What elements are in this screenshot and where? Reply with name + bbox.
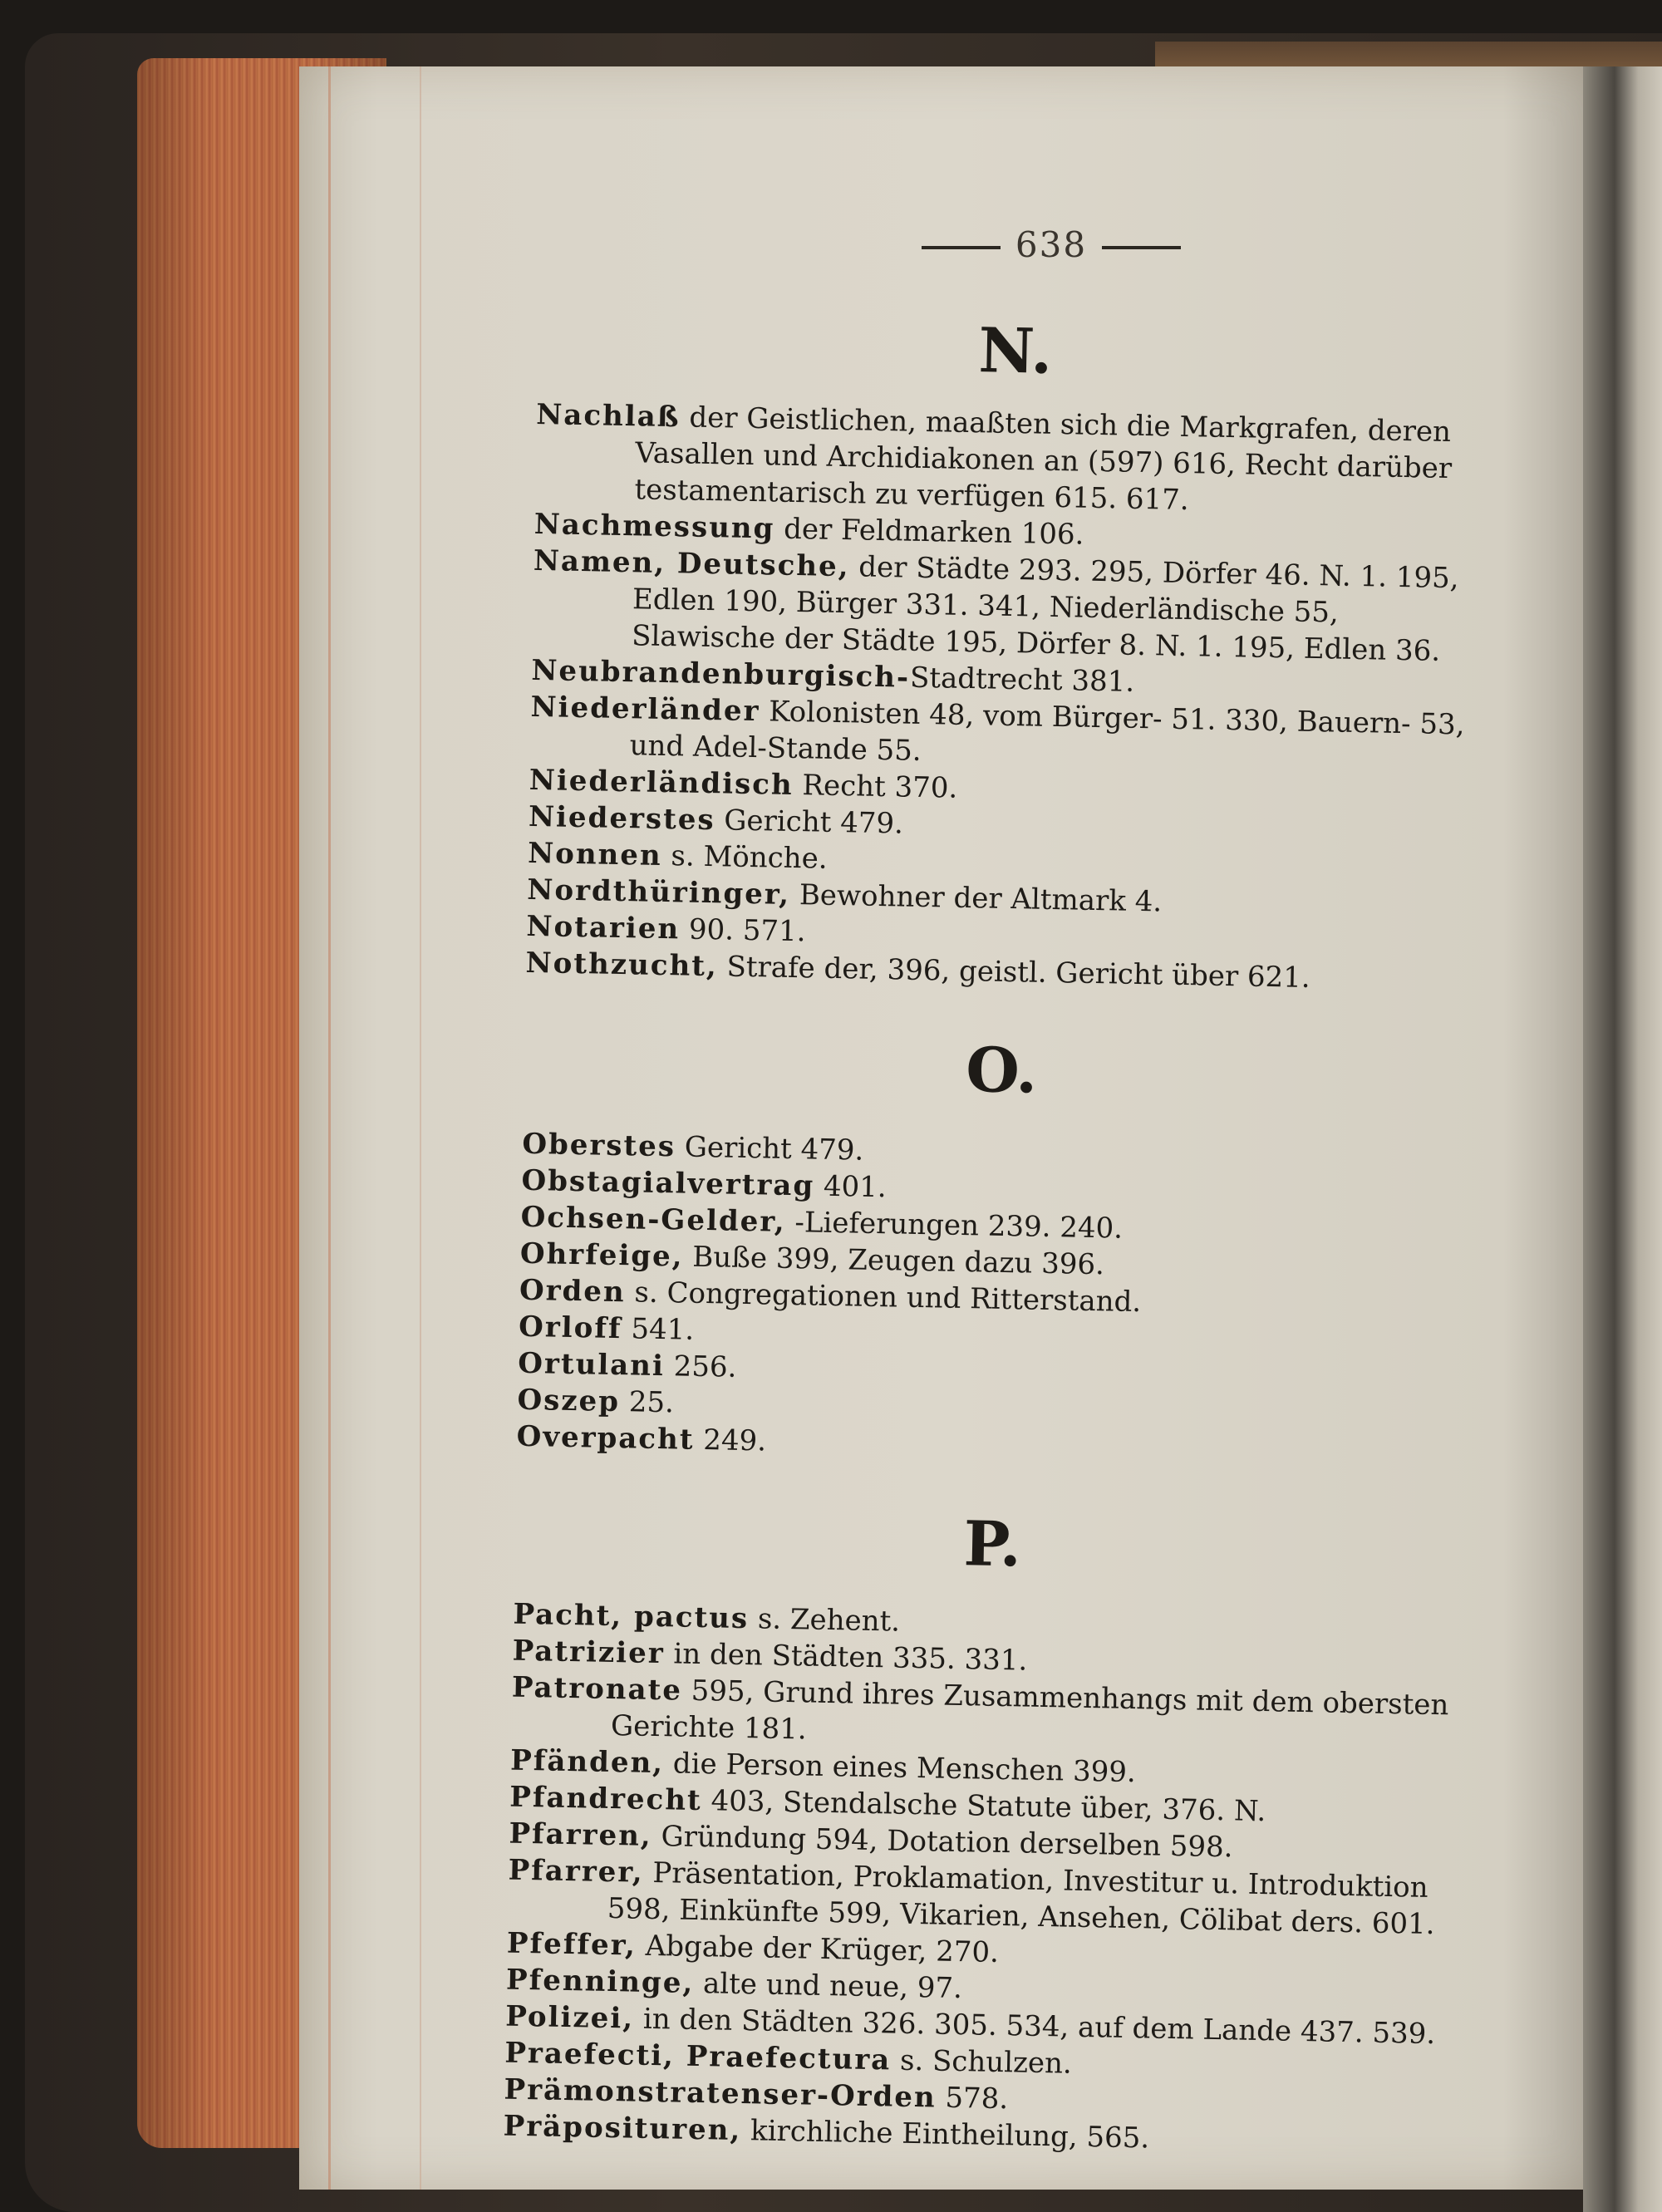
entry-keyword: Patronate bbox=[511, 1670, 683, 1708]
index-entry bbox=[534, 396, 1492, 524]
entry-keyword: Ohrfeige, bbox=[519, 1236, 684, 1274]
entry-keyword: Pfänden, bbox=[509, 1743, 665, 1781]
entry-text: Buße 399, Zeugen dazu 396. bbox=[683, 1240, 1105, 1282]
entry-text: alte und neue, 97. bbox=[693, 1966, 963, 2006]
entry-keyword: Oberstes bbox=[522, 1127, 676, 1164]
entry-keyword: Niederländer bbox=[530, 690, 760, 729]
entry-text: 249. bbox=[694, 1423, 767, 1458]
entry-text: 256. bbox=[664, 1349, 737, 1384]
entry-keyword: Praefecti, Praefectura bbox=[504, 2036, 892, 2077]
entry-keyword: Namen, Deutsche, bbox=[533, 543, 850, 584]
entry-text: die Person eines Menschen 399. bbox=[663, 1747, 1137, 1790]
entry-keyword: Nachmessung bbox=[534, 507, 775, 546]
entry-text: 25. bbox=[619, 1385, 675, 1420]
section-p bbox=[503, 1505, 1471, 2163]
entry-text: 401. bbox=[814, 1169, 888, 1205]
entry-keyword: Ochsen-Gelder, bbox=[520, 1200, 787, 1239]
entry-list bbox=[525, 396, 1492, 1000]
entry-list bbox=[503, 1596, 1468, 2163]
entry-keyword: Pfenninge, bbox=[505, 1963, 695, 2000]
entry-keyword: Präposituren, bbox=[503, 2109, 742, 2148]
entry-text: 541. bbox=[622, 1312, 695, 1347]
entry-keyword: Overpacht bbox=[516, 1419, 695, 1457]
entry-text: Gründung 594, Dotation derselben 598. bbox=[652, 1819, 1233, 1865]
section-letter: O. bbox=[965, 1035, 1039, 1108]
entry-keyword: Nonnen bbox=[527, 836, 663, 873]
entry-text: der Geistlichen, maaßten sich die Markgrafen, deren Vasallen und Archidiakonen an (597) 616, Recht darüber testamentarisch zu verfügen 615. 617. bbox=[634, 401, 1453, 518]
entry-text: der Feldmarken 106. bbox=[774, 512, 1084, 552]
entry-text: Recht 370. bbox=[793, 768, 958, 805]
entry-text: s. Schulzen. bbox=[890, 2043, 1073, 2081]
entry-keyword: Pfeffer, bbox=[506, 1926, 637, 1963]
page-number: 638 bbox=[1015, 224, 1088, 265]
index-entry bbox=[532, 543, 1489, 671]
entry-keyword: Polizei, bbox=[504, 1999, 635, 2036]
entry-keyword: Prämonstratenser-Orden bbox=[504, 2072, 937, 2115]
entry-text: in den Städten 335. 331. bbox=[664, 1637, 1028, 1678]
entry-text: -Lieferungen 239. 240. bbox=[785, 1205, 1124, 1246]
entry-keyword: Pfarren, bbox=[509, 1816, 653, 1853]
entry-text: kirchliche Eintheilung, 565. bbox=[740, 2114, 1150, 2155]
page-margin-line-inner bbox=[420, 66, 421, 2190]
entry-keyword: Nachlaß bbox=[535, 397, 681, 435]
entry-text: 90. 571. bbox=[679, 912, 806, 949]
book-gutter bbox=[1583, 66, 1662, 2212]
entry-text: Bewohner der Altmark 4. bbox=[789, 877, 1163, 919]
entry-text: in den Städten 326. 305. 534, auf dem Lande 437. 539. bbox=[633, 2002, 1436, 2052]
section-letter: P. bbox=[962, 1508, 1022, 1581]
entry-text: 578. bbox=[936, 2081, 1009, 2116]
entry-text: Präsentation, Proklamation, Investitur u. Introduktion 598, Einkünfte 599, Vikarien, Ansehen, Cölibat ders. 601. bbox=[607, 1856, 1435, 1942]
section-letter: N. bbox=[977, 315, 1054, 388]
entry-text: Gericht 479. bbox=[675, 1130, 864, 1167]
entry-keyword: Nothzucht, bbox=[525, 946, 719, 984]
entry-keyword: Pfarrer, bbox=[508, 1853, 645, 1890]
entry-text: 595, Grund ihres Zusammenhangs mit dem obersten Gerichte 181. bbox=[610, 1674, 1449, 1747]
index-content bbox=[503, 212, 1495, 2163]
entry-keyword: Nordthüringer, bbox=[526, 873, 791, 912]
entry-keyword: Oszep bbox=[517, 1383, 621, 1419]
section-n bbox=[525, 312, 1493, 1000]
entry-text: der Städte 293. 295, Dörfer 46. N. 1. 195, Edlen 190, Bürger 331. 341, Niederländische 55, Slawische der Städte 195, Dörfer 8. N. 1. 195, Edlen 36. bbox=[631, 550, 1459, 668]
entry-keyword: Neubrandenburgisch- bbox=[531, 653, 911, 695]
entry-keyword: Niederländisch bbox=[529, 763, 794, 802]
entry-keyword: Pacht, pactus bbox=[513, 1597, 750, 1636]
entry-keyword: Obstagialvertrag bbox=[521, 1163, 815, 1203]
entry-list bbox=[516, 1126, 1478, 1473]
entry-text: Gericht 479. bbox=[715, 804, 904, 841]
entry-keyword: Pfandrecht bbox=[509, 1780, 703, 1818]
entry-text: Stadtrecht 381. bbox=[909, 661, 1135, 699]
entry-keyword: Patrizier bbox=[512, 1634, 666, 1671]
entry-text: s. Zehent. bbox=[748, 1602, 901, 1639]
entry-text: Abgabe der Krüger, 270. bbox=[636, 1929, 1000, 1969]
page-margin-line bbox=[328, 66, 331, 2190]
entry-keyword: Niederstes bbox=[528, 799, 715, 838]
entry-keyword: Ortulani bbox=[518, 1346, 666, 1384]
entry-keyword: Orden bbox=[519, 1273, 627, 1310]
entry-text: Kolonisten 48, vom Bürger- 51. 330, Bauern- 53, und Adel-Stande 55. bbox=[629, 695, 1465, 768]
entry-text: s. Congregationen und Ritterstand. bbox=[625, 1276, 1142, 1320]
entry-text: s. Mönche. bbox=[661, 838, 828, 876]
entry-keyword: Orloff bbox=[518, 1310, 622, 1346]
entry-keyword: Notarien bbox=[526, 909, 681, 946]
entry-text: 403, Stendalsche Statute über, 376. N. bbox=[701, 1784, 1266, 1829]
section-o bbox=[516, 1031, 1480, 1473]
entry-text: Strafe der, 396, geistl. Gericht über 621. bbox=[717, 950, 1311, 995]
